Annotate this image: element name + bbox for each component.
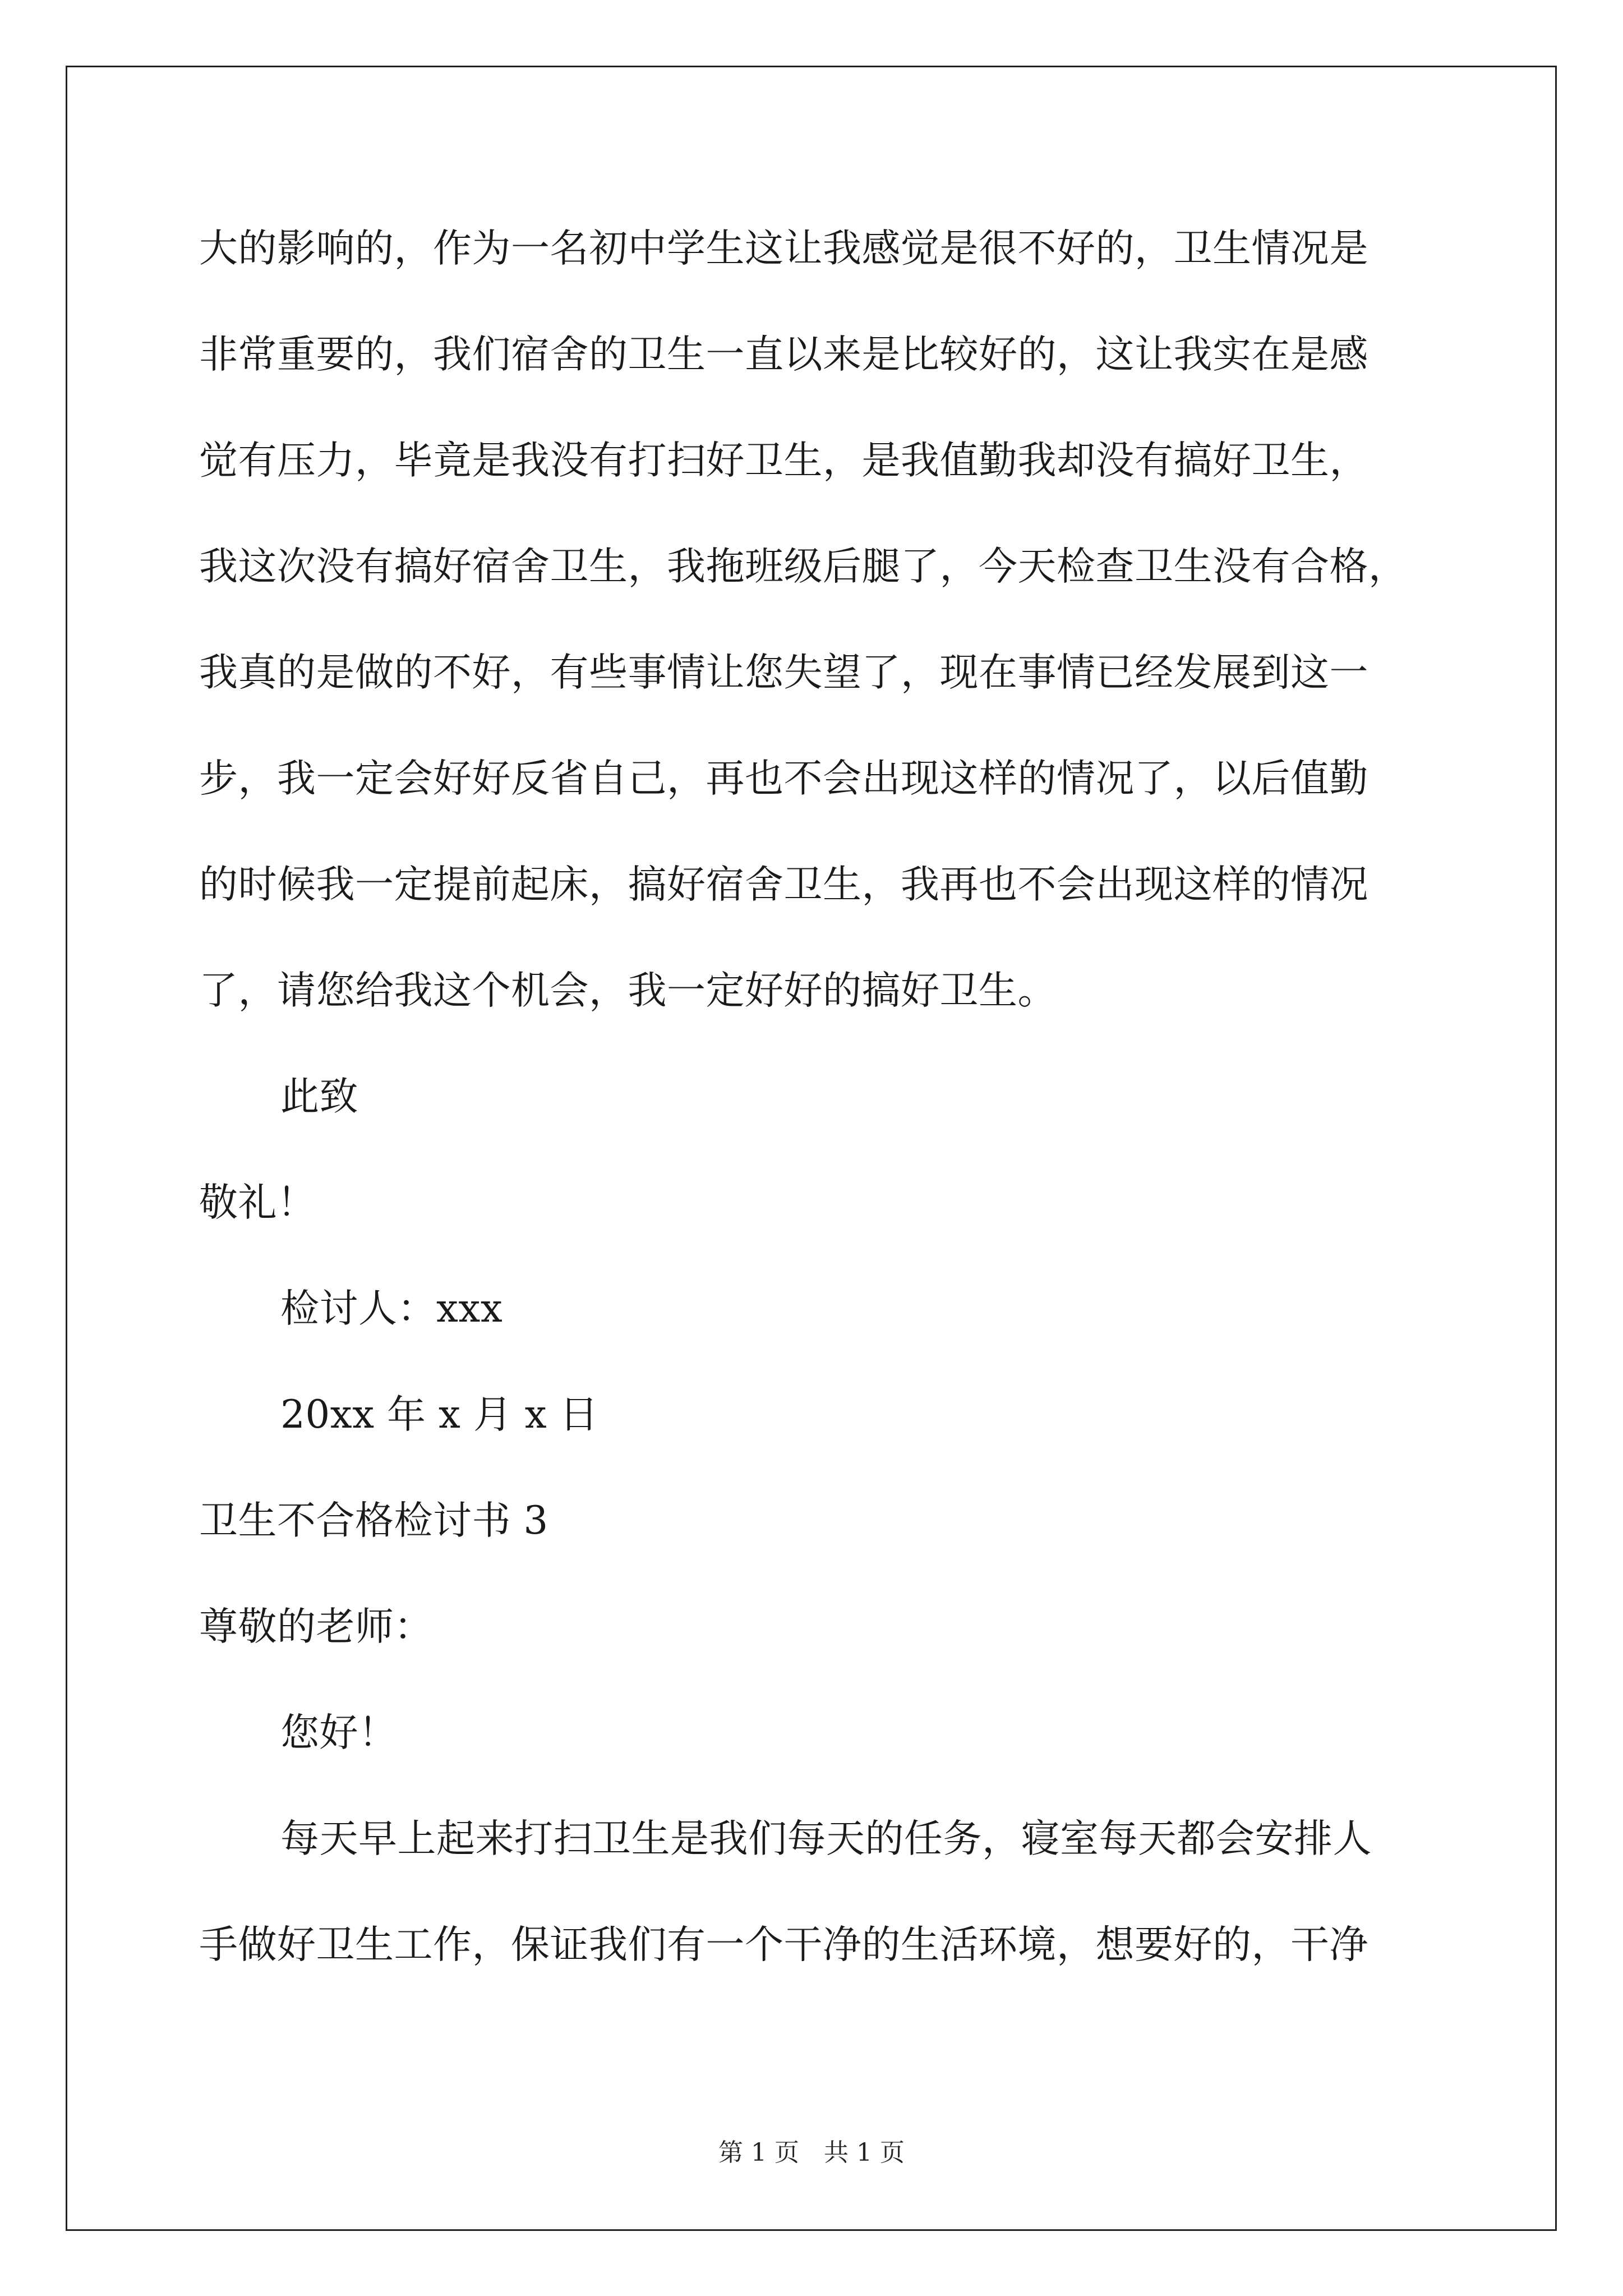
- text-line: 每天早上起来打扫卫生是我们每天的任务，寝室每天都会安排人: [280, 1816, 1372, 1861]
- signature-line: 检讨人：xxx: [280, 1286, 503, 1331]
- text-line: 觉有压力，毕竟是我没有打扫好卫生，是我值勤我却没有搞好卫生，: [199, 438, 1368, 483]
- section-title: 卫生不合格检讨书 3: [199, 1498, 548, 1543]
- respect-line: 敬礼！: [199, 1180, 316, 1225]
- text-line: 我真的是做的不好，有些事情让您失望了，现在事情已经发展到这一: [199, 650, 1368, 695]
- text-line: 手做好卫生工作，保证我们有一个干净的生活环境，想要好的，干净: [199, 1922, 1368, 1967]
- text-line: 大的影响的，作为一名初中学生这让我感觉是很不好的，卫生情况是: [199, 226, 1368, 271]
- text-line: 我这次没有搞好宿舍卫生，我拖班级后腿了，今天检查卫生没有合格，: [199, 544, 1408, 589]
- page-footer: 第 1 页 共 1 页: [718, 2138, 905, 2167]
- date-line: 20xx 年 x 月 x 日: [280, 1392, 599, 1437]
- greeting-line: 您好！: [280, 1710, 398, 1755]
- text-line: 非常重要的，我们宿舍的卫生一直以来是比较好的，这让我实在是感: [199, 332, 1368, 377]
- closing-salute: 此致: [280, 1074, 358, 1119]
- addressee-line: 尊敬的老师：: [199, 1604, 433, 1649]
- text-line: 步，我一定会好好反省自己，再也不会出现这样的情况了，以后值勤: [199, 756, 1368, 801]
- text-line: 了，请您给我这个机会，我一定好好的搞好卫生。: [199, 968, 1057, 1013]
- document-body: [199, 206, 1450, 2009]
- text-line: 的时候我一定提前起床，搞好宿舍卫生，我再也不会出现这样的情况: [199, 862, 1368, 907]
